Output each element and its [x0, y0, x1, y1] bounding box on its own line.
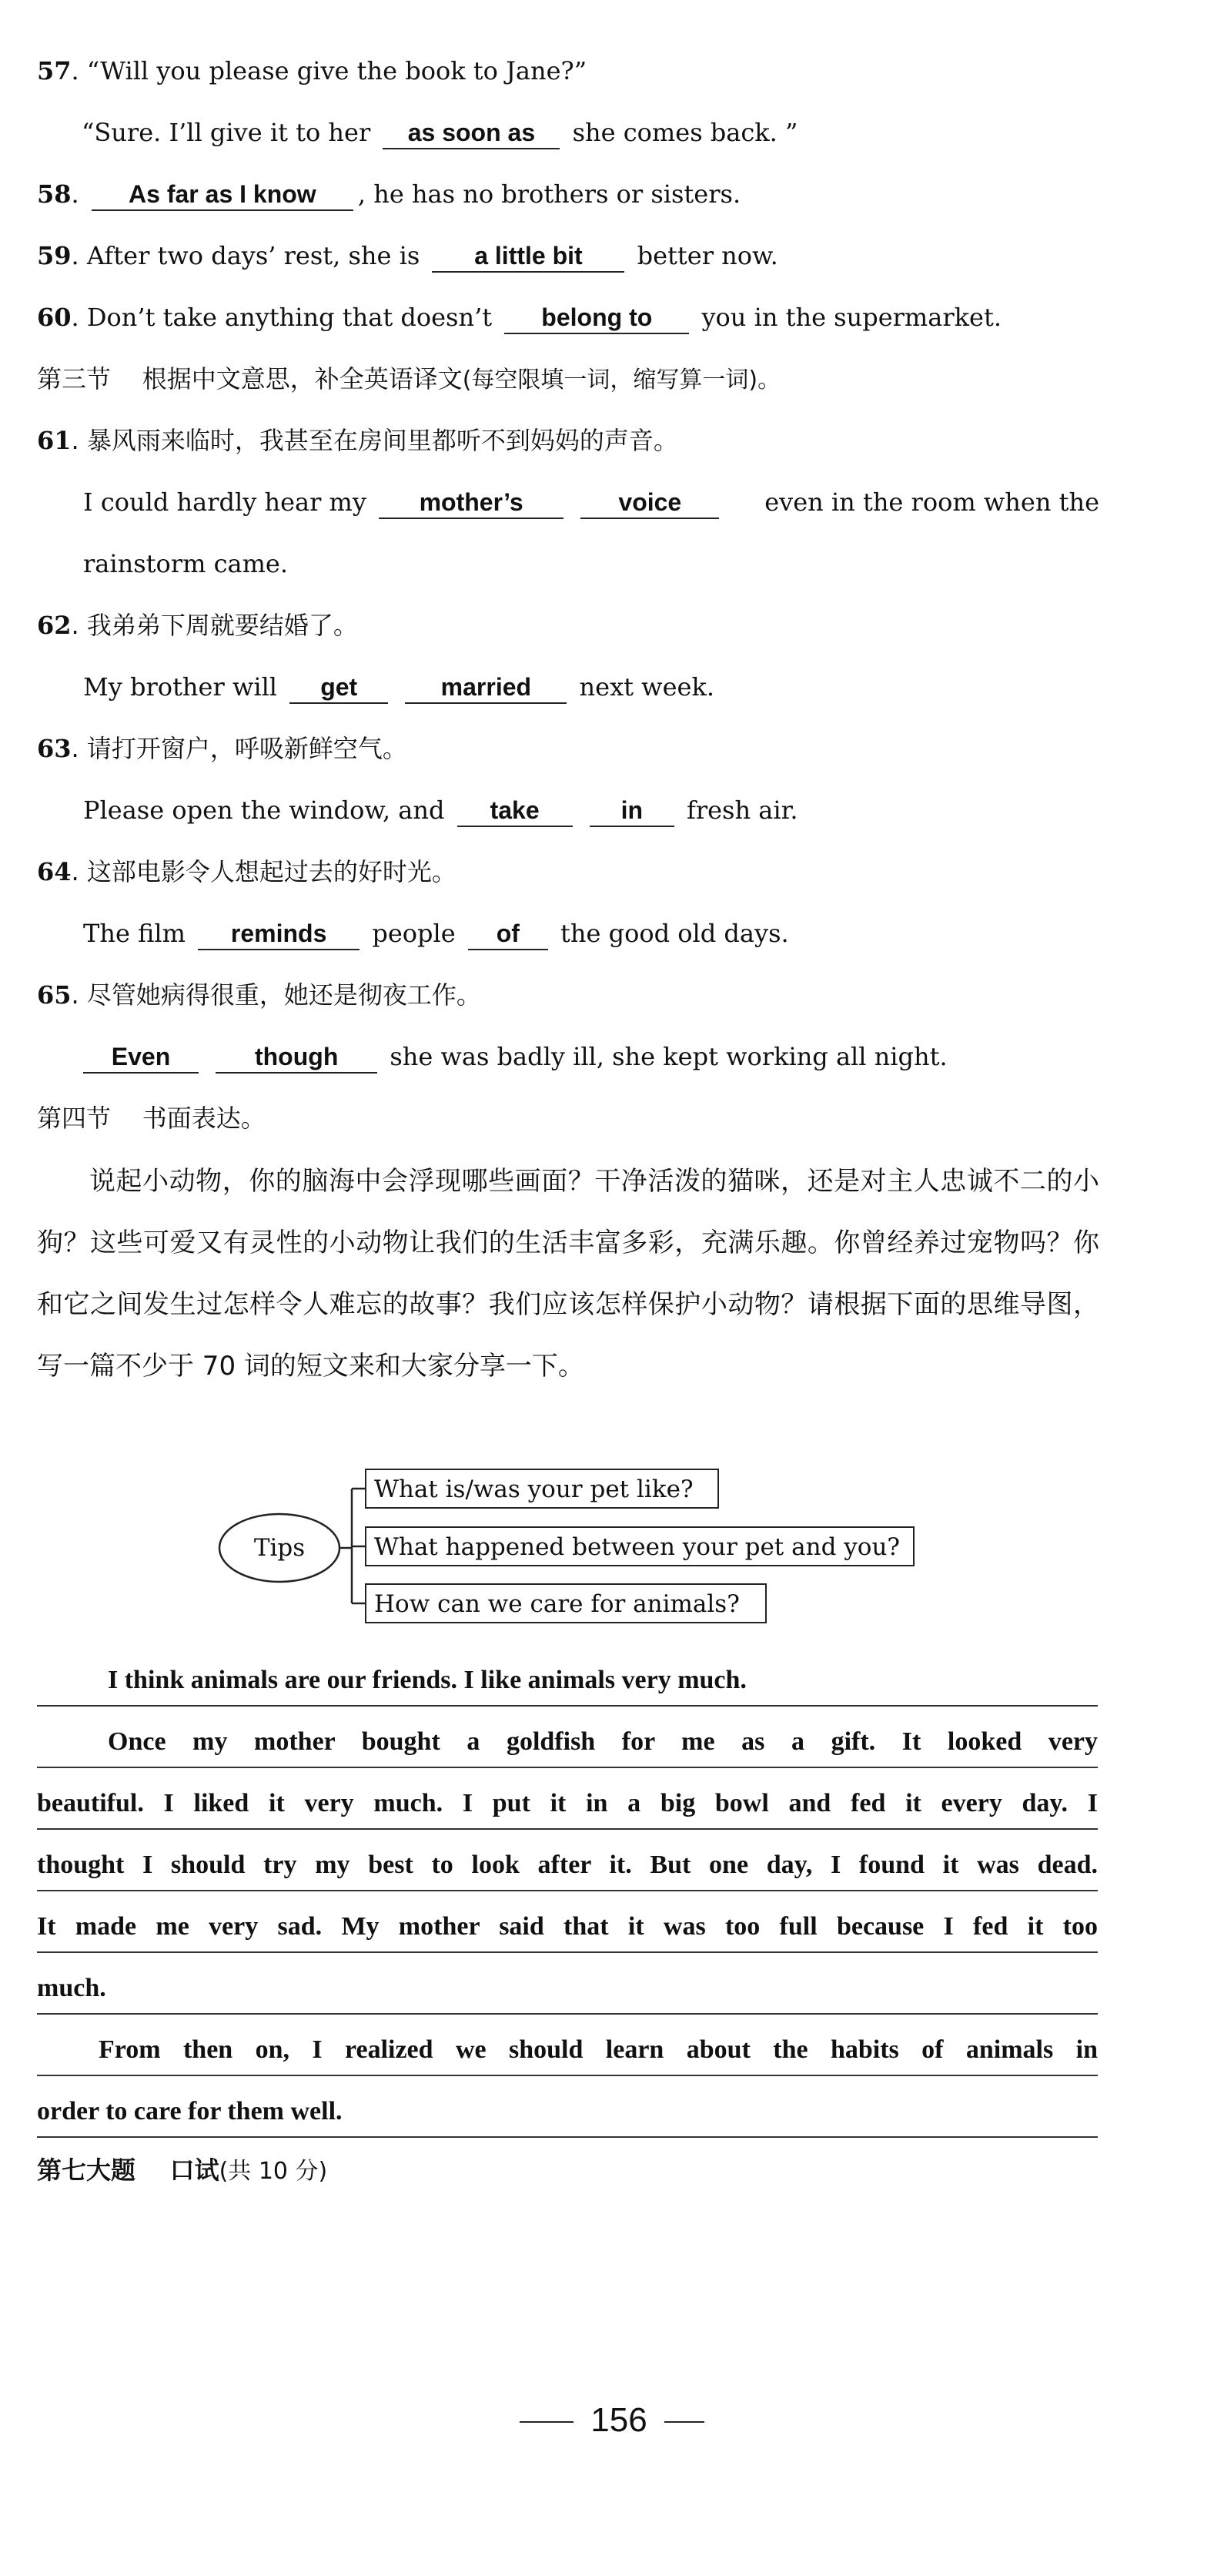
answer-blank[interactable]: belong to: [504, 302, 689, 334]
question-text: . “Will you please give the book to Jane?”: [71, 56, 587, 85]
reply-text-end: she comes back. ”: [572, 118, 798, 147]
mind-map-branch-2: What happened between your pet and you?: [365, 1526, 915, 1566]
english-text: My brother will: [83, 672, 278, 702]
chinese-sentence: . 这部电影令人想起过去的好时光。: [71, 857, 456, 886]
english-text-end: even in the room when the: [764, 487, 1099, 517]
english-text: I could hardly hear my: [83, 487, 366, 517]
section-title: 书面表达。: [142, 1104, 266, 1133]
section-label: 第四节: [37, 1104, 112, 1133]
question-number: 58: [37, 179, 72, 209]
writing-prompt: 说起小动物，你的脑海中会浮现哪些画面？干净活泼的猫咪，还是对主人忠诚不二的小狗？这些可爱又有灵性的小动物让我们的生活丰富多彩，充满乐趣。你曾经养过宠物吗？你和它之间发生过怎样令人难忘的故事？我们应该怎样保护小动物？请根据下面的思维导图，写一篇不少于 70 词的短文来和大家分享一下。: [37, 1166, 1099, 1382]
question-number: 57: [37, 56, 72, 85]
english-text-end: she was badly ill, she kept working all night.: [390, 1042, 948, 1071]
section-label: 第七大题: [37, 2156, 136, 2185]
chinese-sentence: . 我弟弟下周就要结婚了。: [71, 611, 358, 640]
answer-blank[interactable]: As far as I know: [92, 179, 353, 211]
essay-line: Once my mother bought a goldfish for me as a gift. It looked very: [37, 1707, 1098, 1768]
section-label: 第三节: [37, 364, 112, 394]
question-number: 62: [37, 611, 72, 640]
mind-map-center: Tips: [253, 1534, 306, 1562]
answer-blank[interactable]: as soon as: [383, 117, 560, 149]
answer-blank-2[interactable]: in: [590, 795, 674, 827]
question-number: 60: [37, 303, 72, 332]
english-text-end: the good old days.: [560, 919, 789, 948]
essay-line: thought I should try my best to look after it. But one day, I found it was dead.: [37, 1830, 1098, 1891]
english-text: Please open the window, and: [83, 796, 445, 825]
chinese-sentence: . 尽管她病得很重，她还是彻夜工作。: [71, 980, 481, 1010]
answer-blank-2[interactable]: married: [405, 672, 567, 704]
question-number: 59: [37, 241, 72, 270]
answer-blank-2[interactable]: of: [468, 918, 548, 950]
section-title: 口试: [169, 2156, 219, 2185]
question-number: 63: [37, 734, 72, 763]
mind-map-branch-3: How can we care for animals?: [365, 1583, 767, 1623]
mind-map-branch-1: What is/was your pet like?: [365, 1469, 719, 1509]
question-text-end: better now.: [637, 241, 778, 270]
essay-line: From then on, I realized we should learn about the habits of animals in: [37, 2015, 1098, 2076]
footer-dash-right: [664, 2421, 704, 2423]
section-title: 根据中文意思，补全英语译文: [142, 364, 463, 394]
answer-blank-1[interactable]: reminds: [198, 918, 360, 950]
answer-blank-1[interactable]: mother’s: [379, 487, 564, 519]
essay-line: much.: [37, 1953, 1098, 2015]
essay-line: order to care for them well.: [37, 2076, 1098, 2138]
essay-line: I think animals are our friends. I like animals very much.: [37, 1645, 1098, 1707]
answer-blank-1[interactable]: take: [457, 795, 573, 827]
section-note: (每空限填一词，缩写算一词)。: [462, 367, 781, 394]
english-text: rainstorm came.: [83, 549, 289, 578]
essay-answer[interactable]: [37, 1645, 1098, 2138]
answer-blank[interactable]: a little bit: [432, 240, 624, 273]
answer-blank-2[interactable]: voice: [580, 487, 719, 519]
section-7-heading: [37, 2152, 327, 2189]
english-text-mid: people: [372, 919, 456, 948]
footer-dash-left: [520, 2421, 574, 2423]
section-score: (共 10 分): [219, 2158, 328, 2185]
question-number: 64: [37, 857, 72, 886]
reply-text: “Sure. I’ll give it to her: [82, 118, 371, 147]
question-number: 65: [37, 980, 72, 1010]
question-58: 58. As far as I know , he has no brothers or sisters.: [37, 176, 741, 213]
chinese-sentence: . 请打开窗户，呼吸新鲜空气。: [71, 734, 407, 763]
chinese-sentence: . 暴风雨来临时，我甚至在房间里都听不到妈妈的声音。: [71, 426, 678, 455]
question-number: 61: [37, 426, 72, 455]
page-number: 156: [590, 2401, 647, 2439]
question-text: . After two days’ rest, she is: [71, 241, 420, 270]
english-text-end: next week.: [579, 672, 714, 702]
page-number-footer: [0, 2401, 1224, 2440]
answer-blank-1[interactable]: Even: [83, 1041, 199, 1074]
question-text-end: you in the supermarket.: [701, 303, 1002, 332]
question-text: . Don’t take anything that doesn’t: [71, 303, 493, 332]
essay-line: It made me very sad. My mother said that it was too full because I fed it too: [37, 1891, 1098, 1953]
answer-blank-2[interactable]: though: [216, 1041, 377, 1074]
essay-line: beautiful. I liked it very much. I put it in a big bowl and fed it every day. I: [37, 1768, 1098, 1830]
answer-blank-1[interactable]: get: [289, 672, 388, 704]
english-text: The film: [83, 919, 186, 948]
english-text-end: fresh air.: [686, 796, 798, 825]
question-text: , he has no brothers or sisters.: [357, 179, 741, 209]
